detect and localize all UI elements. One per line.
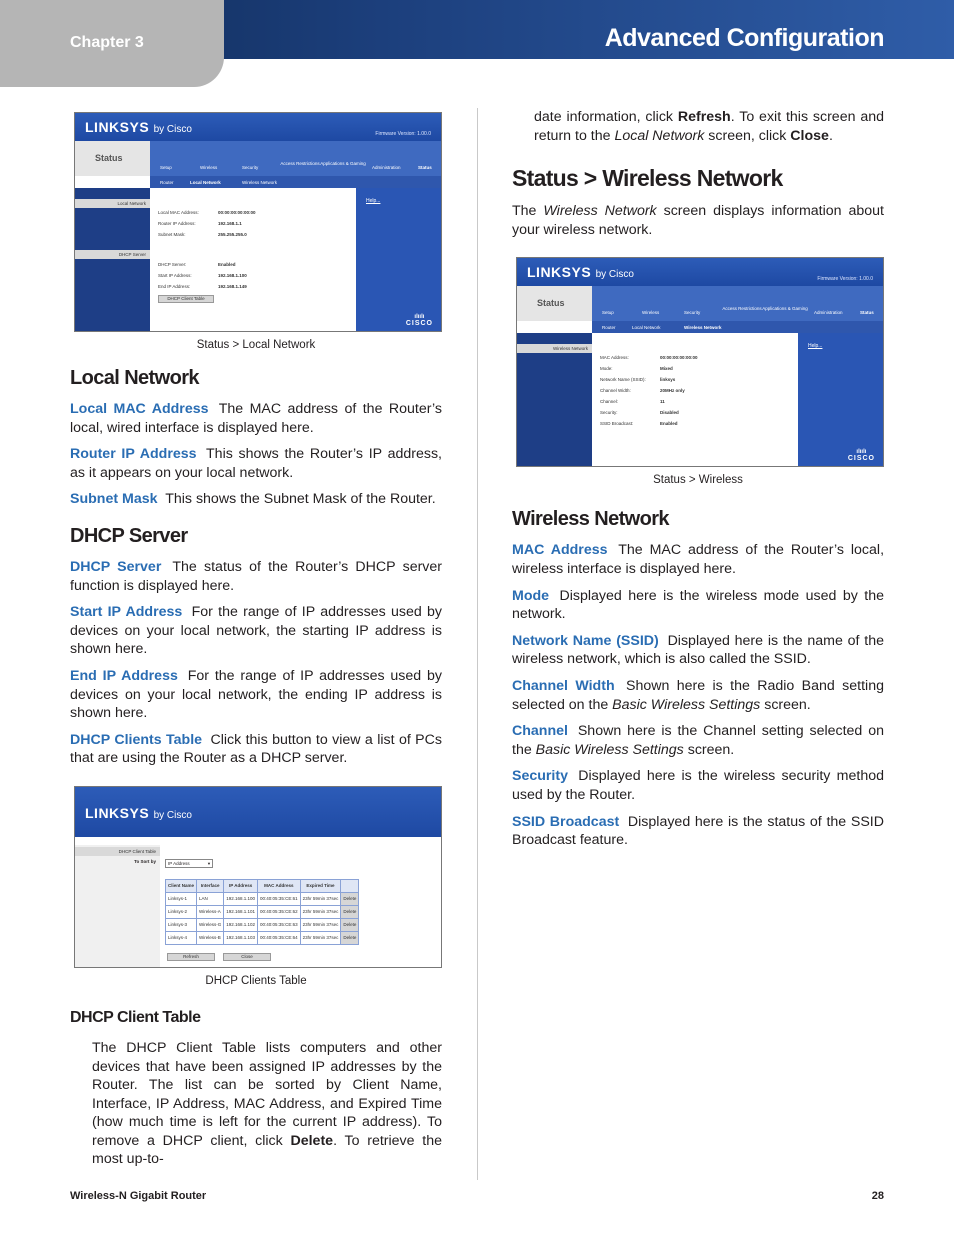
- para-mode: Mode Displayed here is the wireless mode used by the network.: [512, 587, 884, 623]
- nav-bar: [592, 286, 883, 321]
- row-channel: Channel: 11: [600, 399, 665, 405]
- tab-status[interactable]: Status: [860, 310, 874, 316]
- chapter-label: Chapter 3: [70, 34, 144, 51]
- tab-access-restrictions[interactable]: Access Restrictions: [722, 306, 762, 312]
- para-router-ip: Router IP Address This shows the Router’s IP address, as it appears on your local network.: [70, 446, 442, 481]
- para-start-ip: Start IP Address For the range of IP addresses used by devices on your local network, the starting IP address is shown here.: [70, 604, 442, 658]
- dhcp-client-table-button[interactable]: DHCP Client Table: [158, 295, 214, 303]
- row-ssid: Network Name (SSID): linksys: [600, 377, 676, 383]
- status-label: Status: [75, 141, 150, 176]
- para-wireless-intro: The Wireless Network screen displays information about your wireless network.: [512, 203, 884, 238]
- row-subnet: Subnet Mask: 255.255.255.0: [158, 232, 247, 237]
- para-ssid-broadcast: SSID Broadcast Displayed here is the status of the SSID Broadcast feature.: [512, 813, 884, 849]
- heading-dhcp-client-table: DHCP Client Table: [70, 1008, 201, 1026]
- figure-caption: DHCP Clients Table: [205, 974, 307, 987]
- tab-setup[interactable]: Setup: [160, 165, 172, 170]
- content-panel: [592, 333, 800, 467]
- heading-local-network: Local Network: [70, 367, 199, 389]
- table-row: Linksys-3 Wireless-G 192.168.1.102 00:40:05:35:CE:63 23hr 59min 37sec Delete: [166, 918, 359, 931]
- footer-product: Wireless-N Gigabit Router: [70, 1190, 207, 1202]
- delete-button[interactable]: Delete: [341, 905, 359, 918]
- side-label-wireless: Wireless Network: [517, 344, 592, 353]
- chevron-down-icon: ▼: [207, 860, 211, 866]
- right-column: [512, 108, 884, 858]
- tab-administration[interactable]: Administration: [372, 165, 401, 170]
- subtab-wireless-network[interactable]: Wireless Network: [684, 325, 722, 331]
- delete-button[interactable]: Delete: [341, 931, 359, 944]
- content-panel: [150, 188, 358, 332]
- para-dhcp-client-table: The DHCP Client Table lists computers and other devices that have been assigned IP addresses by the Router. The list can be sorted by Client Name, Interface, IP Address, MAC Address, and Expired Time (how much time is left for the current IP address). To remove a DHCP client, click Delete. To retrieve the most up-to-: [92, 1039, 442, 1168]
- side-panel: [75, 188, 150, 332]
- row-ssid-broadcast: SSID Broadcast: Enabled: [600, 421, 678, 427]
- delete-button[interactable]: Delete: [341, 918, 359, 931]
- row-end-ip: End IP Address: 192.168.1.149: [158, 284, 247, 289]
- table-row: Linksys-1 LAN 192.168.1.100 00:40:05:35:CE:61 23hr 59min 37sec Delete: [166, 892, 359, 905]
- wireless-network-screenshot: [516, 257, 884, 467]
- help-panel: [798, 333, 883, 467]
- firmware-version: Firmware Version: 1.00.0: [817, 276, 873, 283]
- para-dhcp-clients-table: DHCP Clients Table Click this button to view a list of PCs that are using the Router as a DHCP server.: [70, 731, 442, 767]
- tab-applications-gaming[interactable]: Applications & Gaming: [320, 161, 366, 166]
- sort-label: To Sort by: [134, 858, 156, 864]
- column-divider: [477, 108, 478, 1180]
- heading-dhcp-server: DHCP Server: [70, 524, 188, 547]
- col-ip-address: IP Address: [224, 879, 258, 892]
- close-button[interactable]: Close: [223, 953, 271, 961]
- table-row: Linksys-4 Wireless-B 192.168.1.103 00:40:05:35:CE:64 23hr 59min 37sec Delete: [166, 931, 359, 944]
- tab-security[interactable]: Security: [684, 310, 701, 316]
- row-channel-width: Channel Width: 20MHz only: [600, 388, 685, 394]
- row-router-ip: Router IP Address: 192.168.1.1: [158, 221, 242, 226]
- side-label-dhcp-table: DHCP Client Table: [75, 847, 160, 856]
- screenshot-banner: [517, 258, 883, 286]
- heading-wireless-network: Wireless Network: [512, 508, 669, 531]
- col-client-name: Client Name: [166, 879, 197, 892]
- subnav-bar: [592, 321, 883, 333]
- para-continuation: date information, click Refresh. To exit this screen and return to the Local Network screen, click Close.: [534, 109, 884, 144]
- tab-status[interactable]: Status: [418, 165, 432, 170]
- tab-wireless[interactable]: Wireless: [200, 165, 218, 170]
- screenshot-banner: [75, 113, 441, 141]
- refresh-button[interactable]: Refresh: [167, 953, 215, 961]
- col-interface: Interface: [197, 879, 224, 892]
- row-local-mac: Local MAC Address: 00:00:00:00:00:00: [158, 210, 256, 215]
- subtab-local-network[interactable]: Local Network: [632, 325, 661, 331]
- subtab-router[interactable]: Router: [160, 180, 174, 185]
- delete-button[interactable]: Delete: [341, 892, 359, 905]
- tab-administration[interactable]: Administration: [814, 310, 843, 316]
- subnav-bar: [150, 176, 441, 188]
- help-link[interactable]: Help...: [366, 198, 381, 204]
- sort-select[interactable]: IP Address ▼: [165, 859, 213, 868]
- para-subnet-mask: Subnet Mask This shows the Subnet Mask of the Router.: [70, 491, 436, 508]
- cisco-logo: ılıılı CISCO: [847, 449, 875, 463]
- tab-wireless[interactable]: Wireless: [642, 310, 660, 316]
- status-label: Status: [517, 286, 592, 321]
- help-link[interactable]: Help...: [808, 343, 823, 350]
- para-local-mac: Local MAC Address The MAC address of the Router’s local, wired interface is displayed here.: [70, 401, 442, 436]
- linksys-logo: LINKSYS by Cisco: [85, 119, 192, 135]
- heading-status-wireless: Status > Wireless Network: [512, 165, 783, 192]
- side-label-local: Local Network: [75, 199, 150, 208]
- figure-caption: Status > Wireless: [653, 474, 743, 487]
- para-mac-address: MAC Address The MAC address of the Router’s local, wireless interface is displayed here.: [512, 542, 885, 577]
- tab-security[interactable]: Security: [242, 165, 259, 170]
- tab-applications-gaming[interactable]: Applications & Gaming: [762, 306, 808, 312]
- para-end-ip: End IP Address For the range of IP addresses used by devices on your local network, the ending IP address is shown here.: [70, 667, 442, 722]
- linksys-logo: LINKSYS by Cisco: [85, 804, 192, 821]
- cisco-logo: ılıılı CISCO: [405, 314, 433, 327]
- para-channel-width: Channel Width Shown here is the Radio Band setting selected on the Basic Wireless Settings screen.: [512, 677, 884, 713]
- row-mode: Mode: Mixed: [600, 366, 673, 372]
- dhcp-clients-table: [165, 879, 359, 945]
- local-network-screenshot: [74, 112, 442, 332]
- para-security: Security Displayed here is the wireless security method used by the Router.: [512, 768, 884, 803]
- screenshot-banner: [75, 787, 441, 837]
- col-expired-time: Expired Time: [300, 879, 341, 892]
- left-column: [70, 108, 442, 1177]
- para-channel: Channel Shown here is the Channel setting selected on the Basic Wireless Settings screen.: [512, 723, 884, 758]
- figure-caption: Status > Local Network: [196, 339, 316, 351]
- subtab-router[interactable]: Router: [602, 325, 616, 331]
- col-mac-address: MAC Address: [258, 879, 301, 892]
- tab-access-restrictions[interactable]: Access Restrictions: [280, 161, 320, 166]
- table-header-row: [166, 879, 359, 892]
- para-network-name: Network Name (SSID) Displayed here is the name of the wireless network, which is also called the SSID.: [512, 632, 885, 668]
- subtab-wireless-network[interactable]: Wireless Network: [242, 180, 278, 185]
- table-row: Linksys-2 Wireless-A 192.168.1.101 00:40:05:35:CE:62 23hr 59min 37sec Delete: [166, 905, 359, 918]
- row-mac: MAC Address: 00:00:00:00:00:00: [600, 355, 698, 361]
- subtab-local-network[interactable]: Local Network: [190, 180, 221, 185]
- row-security: Security: Disabled: [600, 410, 679, 416]
- para-dhcp-server: DHCP Server The status of the Router’s DHCP server function is displayed here.: [70, 558, 443, 594]
- side-panel: [517, 333, 592, 467]
- chapter-title: Advanced Configuration: [604, 24, 884, 52]
- nav-bar: [150, 141, 441, 176]
- row-dhcp-server: DHCP Server: Enabled: [158, 262, 236, 267]
- side-label-dhcp: DHCP Server: [75, 250, 150, 259]
- col-action: [341, 879, 359, 892]
- tab-setup[interactable]: Setup: [602, 310, 614, 316]
- footer-page-number: 28: [871, 1190, 884, 1202]
- firmware-version: Firmware Version: 1.00.0: [375, 131, 431, 137]
- dhcp-clients-screenshot: [74, 786, 442, 968]
- linksys-logo: LINKSYS by Cisco: [527, 264, 634, 281]
- row-start-ip: Start IP Address: 192.168.1.100: [158, 273, 247, 278]
- help-panel: [356, 188, 441, 332]
